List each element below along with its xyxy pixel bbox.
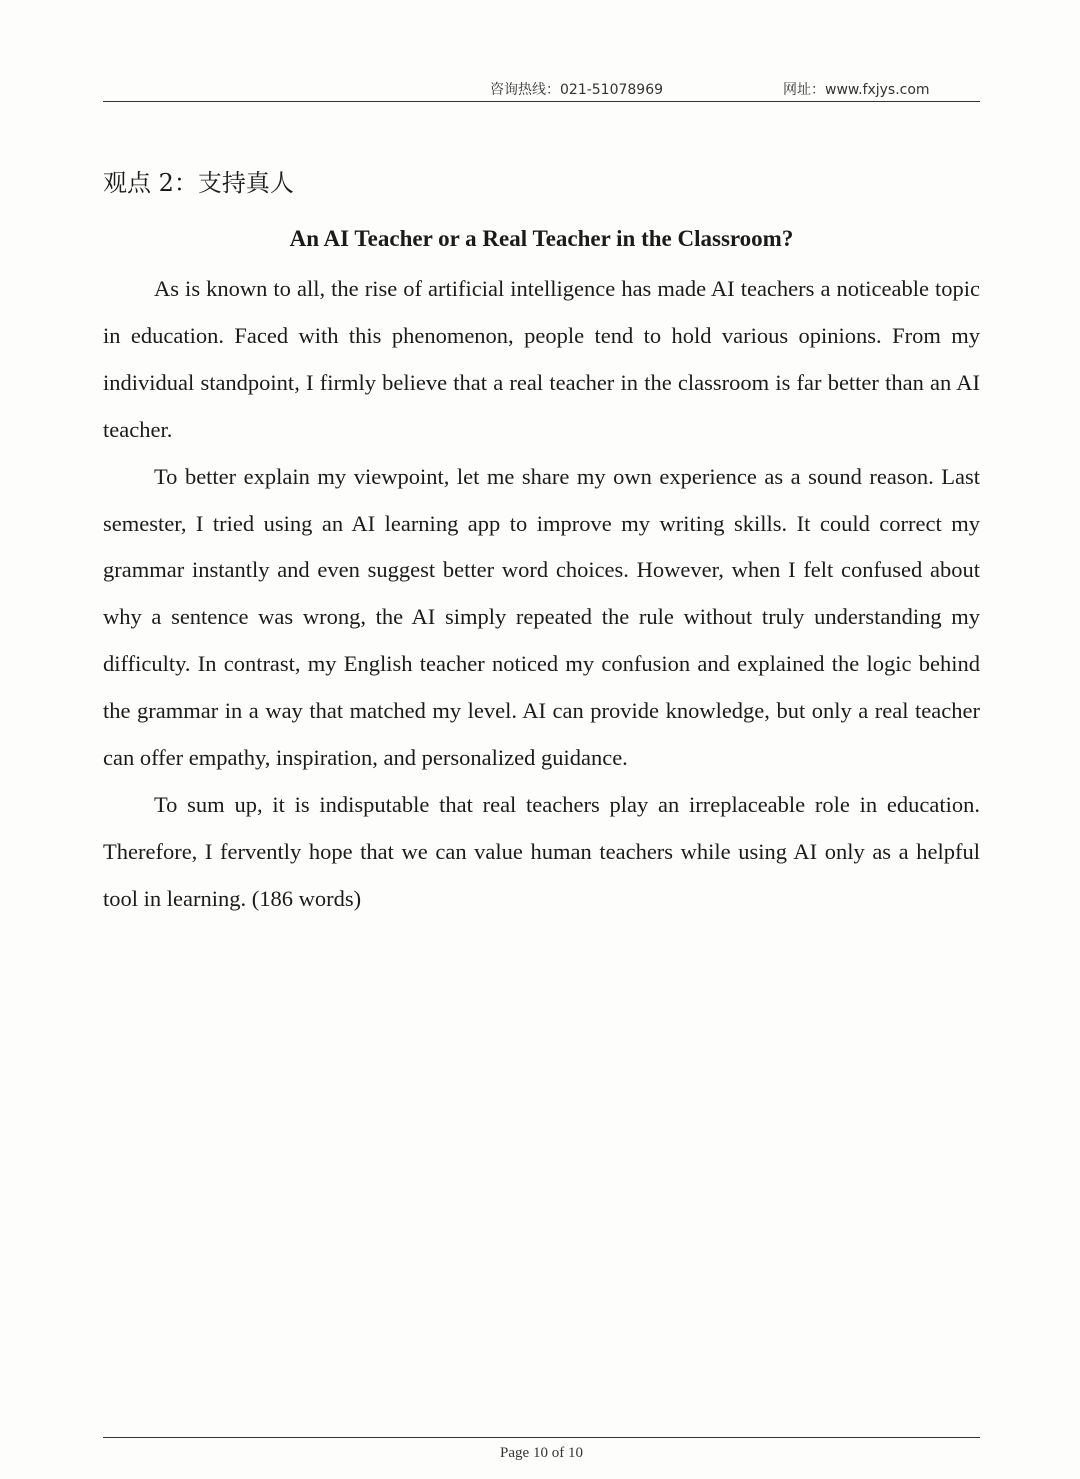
hotline-text: 咨询热线：021-51078969 [490, 82, 664, 98]
essay-paragraph-conclusion: To sum up, it is indisputable that real teachers play an irreplaceable role in education. Therefore, I fervently hope that we can value human teachers while using AI only as a helpful tool in learning. (186 words) [103, 791, 980, 911]
page-header [103, 76, 980, 102]
essay-body [103, 266, 980, 923]
essay-title: An AI Teacher or a Real Teacher in the Classroom? [289, 226, 794, 251]
essay-paragraph-body: To better explain my viewpoint, let me share my own experience as a sound reason. Last semester, I tried using an AI learning app to improve my writing skills. It could correct my grammar instantly and even suggest better word choices. However, when I felt confused about why a sentence was wrong, the AI simply repeated the rule without truly understanding my difficulty. In contrast, my English teacher noticed my confusion and explained the logic behind the grammar in a way that matched my level. AI can provide knowledge, but only a real teacher can offer empathy, inspiration, and personalized guidance. [103, 463, 980, 771]
page-footer [103, 1437, 980, 1461]
viewpoint-label: 观点 2：支持真人 [103, 169, 294, 197]
essay-paragraph-intro: As is known to all, the rise of artificial intelligence has made AI teachers a noticeable topic in education. Faced with this phenomenon, people tend to hold various opinions. From my individual standpoint, I firmly believe that a real teacher in the classroom is far better than an AI teacher. [103, 276, 980, 442]
website-text: 网址：www.fxjys.com [783, 82, 930, 98]
page-number: Page 10 of 10 [500, 1445, 583, 1461]
